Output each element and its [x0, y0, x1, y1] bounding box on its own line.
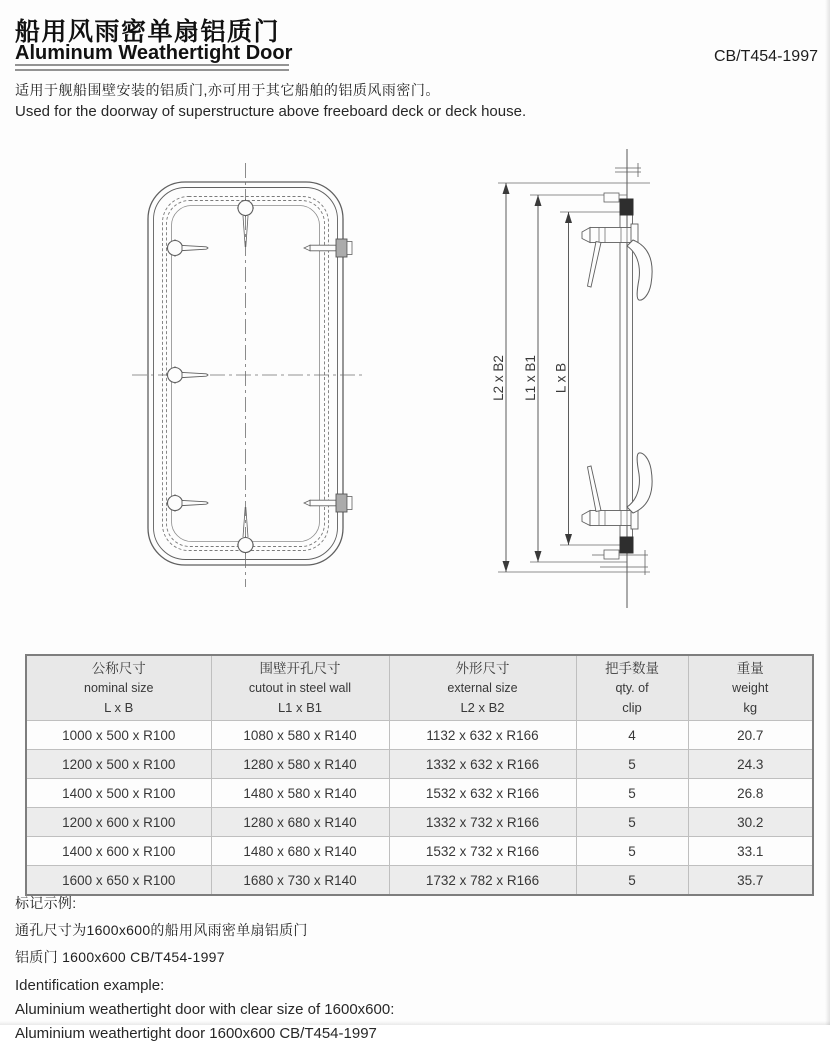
note-line1-cn: 通孔尺寸为1600x600的船用风雨密单扇铝质门	[15, 922, 308, 938]
cell-weight: 30.2	[688, 808, 813, 837]
handle-top	[627, 240, 652, 300]
note-label-en: Identification example:	[15, 977, 165, 994]
cell-weight: 35.7	[688, 866, 813, 896]
cell-nominal: 1200 x 500 x R100	[26, 750, 211, 779]
cell-external: 1532 x 732 x R166	[389, 837, 576, 866]
dim-label-l2b2: L2 x B2	[491, 355, 506, 401]
cell-cutout: 1080 x 580 x R140	[211, 721, 389, 750]
identification-notes	[15, 893, 394, 1049]
cell-cutout: 1680 x 730 x R140	[211, 866, 389, 896]
table-row	[26, 837, 813, 866]
table-row	[26, 779, 813, 808]
wedge-top	[588, 242, 602, 288]
header-external-size: 外形尺寸 external size L2 x B2	[389, 655, 576, 721]
cell-weight: 33.1	[688, 837, 813, 866]
cell-clips: 5	[576, 837, 688, 866]
clip-left-top	[166, 239, 208, 257]
dim-label-l1b1: L1 x B1	[523, 355, 538, 401]
cell-nominal: 1000 x 500 x R100	[26, 721, 211, 750]
cell-clips: 5	[576, 750, 688, 779]
title-double-rule	[15, 64, 289, 71]
handle-bottom	[627, 453, 652, 513]
cell-external: 1332 x 632 x R166	[389, 750, 576, 779]
description-en: Used for the doorway of superstructure above freeboard deck or deck house.	[15, 103, 527, 120]
clip-left-bottom	[166, 494, 208, 512]
table-row	[26, 808, 813, 837]
wedge-bottom	[588, 466, 602, 512]
page-title-cn: 船用风雨密单扇铝质门	[15, 18, 281, 46]
cell-cutout: 1280 x 580 x R140	[211, 750, 389, 779]
cell-weight: 20.7	[688, 721, 813, 750]
dim-label-lb: L x B	[553, 362, 569, 394]
cell-cutout: 1480 x 580 x R140	[211, 779, 389, 808]
table-header-row	[26, 655, 813, 721]
hinge-right-bottom	[304, 494, 352, 512]
cell-external: 1132 x 632 x R166	[389, 721, 576, 750]
header-clip-qty: 把手数量 qty. of clip	[576, 655, 688, 721]
spec-table	[25, 654, 814, 896]
gasket-section-top	[620, 199, 633, 215]
standard-code: CB/T454-1997	[713, 48, 818, 65]
cell-nominal: 1600 x 650 x R100	[26, 866, 211, 896]
hinge-right-top	[304, 239, 352, 257]
side-view	[498, 149, 652, 608]
note-line2-en: Aluminium weathertight door 1600x600 CB/T454-1997	[15, 1025, 377, 1042]
cell-weight: 26.8	[688, 779, 813, 808]
cell-clips: 5	[576, 808, 688, 837]
clip-left-middle	[166, 366, 208, 384]
cell-clips: 5	[576, 866, 688, 896]
cell-external: 1332 x 732 x R166	[389, 808, 576, 837]
header-cutout-size: 围壁开孔尺寸 cutout in steel wall L1 x B1	[211, 655, 389, 721]
cell-nominal: 1200 x 600 x R100	[26, 808, 211, 837]
note-line1-en: Aluminium weathertight door with clear size of 1600x600:	[15, 1001, 395, 1018]
description-cn: 适用于舰船围壁安装的铝质门,亦可用于其它船舶的铝质风雨密门。	[15, 82, 440, 98]
cell-weight: 24.3	[688, 750, 813, 779]
cell-cutout: 1280 x 680 x R140	[211, 808, 389, 837]
header-weight: 重量 weight kg	[688, 655, 813, 721]
page-title-en: Aluminum Weathertight Door	[15, 42, 293, 64]
table-row	[26, 750, 813, 779]
cell-external: 1732 x 782 x R166	[389, 866, 576, 896]
side-clip-top	[582, 224, 652, 300]
cell-clips: 5	[576, 779, 688, 808]
cell-nominal: 1400 x 500 x R100	[26, 779, 211, 808]
technical-drawing	[0, 135, 830, 640]
header-nominal-size: 公称尺寸 nominal size L x B	[26, 655, 211, 721]
table-row	[26, 866, 813, 896]
cell-nominal: 1400 x 600 x R100	[26, 837, 211, 866]
gasket-section-bottom	[620, 537, 633, 553]
note-line2-cn: 铝质门 1600x600 CB/T454-1997	[15, 949, 225, 965]
cell-clips: 4	[576, 721, 688, 750]
cell-cutout: 1480 x 680 x R140	[211, 837, 389, 866]
front-view	[132, 163, 362, 587]
cell-external: 1532 x 632 x R166	[389, 779, 576, 808]
side-clip-bottom	[582, 453, 652, 529]
note-label-cn: 标记示例:	[15, 895, 77, 911]
table-row	[26, 721, 813, 750]
